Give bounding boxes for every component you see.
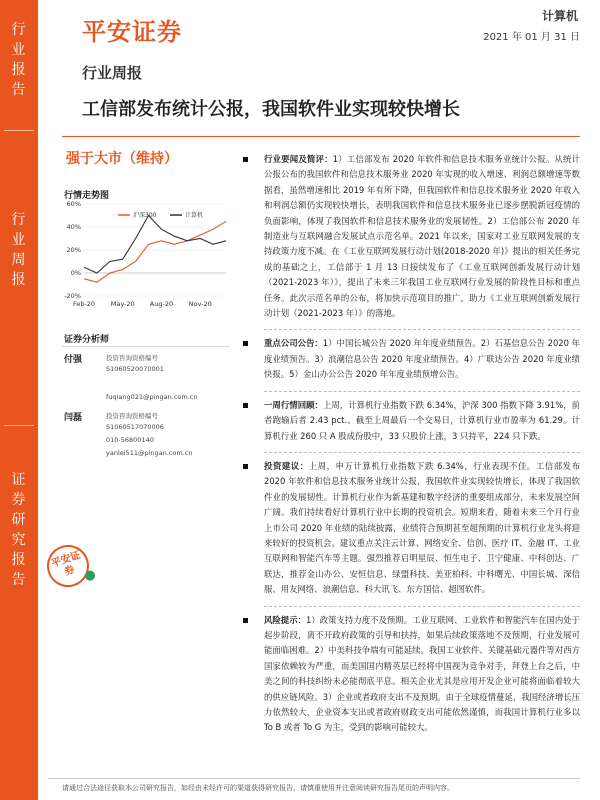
bullet-label: 一周行情回顾： — [264, 399, 323, 410]
bullet-divider — [264, 452, 580, 453]
legend-computer: 计算机 — [185, 212, 204, 219]
x-tick-label: Aug-20 — [149, 300, 174, 308]
y-tick-label: 20% — [66, 246, 81, 254]
series-line-computer — [84, 216, 226, 274]
analysts-title: 证券分析师 — [64, 335, 110, 345]
company-logo: 平安证券 — [82, 18, 182, 46]
analyst-email: fuqiang021@pingan.com.cn — [106, 393, 198, 401]
bullet-text: 上周，申万计算机行业指数下跌 6.34%，行业表现不佳。工信部发布 2020 年软件和信息技术服务业统计公报，我国软件业实现较快增长，体现了我国软件业的发展韧性。计算机行业作为新基建和数字经济的重要组成部分，未来发展空间广阔。我们持续看好计算机行业中长期的投资机会。短期来看，随着未来三个月行业上市公司 2020 年业绩的陆续披露，业绩符合预期甚至超预期的计算机行业龙头将迎来较好的投资机会。建议重点关注云计算、网络安全、信创、医疗 IT、金融 IT、工业互联网和智能汽车等主题。强烈推荐启明星辰、恒生电子、卫宁健康、中科创达、广联达，推荐金山办公、安恒信息、绿盟科技、美亚柏科、中科曙光、中国长城、深信服、用友网络、浪潮信息、科大讯飞、东方国信、超图软件。 — [264, 460, 581, 595]
y-tick-label: 40% — [66, 223, 81, 231]
sidebar-char: 研 — [11, 512, 27, 528]
report-date: 2021 年 01 月 31 日 — [483, 32, 580, 43]
sidebar-char: 究 — [11, 532, 27, 548]
sidebar-divider — [4, 425, 34, 426]
sidebar-char: 告 — [11, 572, 27, 588]
analyst-license-label: 投资咨询资格编号 — [106, 354, 158, 362]
sidebar-char: 告 — [11, 82, 27, 98]
x-tick-label: Nov-20 — [188, 300, 212, 308]
sidebar-divider — [4, 130, 34, 131]
summary-bullets — [240, 152, 580, 736]
market-chart — [60, 198, 230, 310]
footer-divider — [48, 778, 580, 779]
sidebar-char: 报 — [11, 272, 27, 288]
sidebar-char: 行 — [11, 212, 27, 228]
sidebar-char: 证 — [11, 472, 27, 488]
chart-series — [84, 216, 226, 283]
y-tick-label: -20% — [64, 292, 81, 300]
bullet-text: 1）中国长城公告 2020 年年度业绩预告。2）石基信息公告 2020 年度业绩预告。3）浪潮信息公告 2020 年度业绩预告。4）广联达公告 2020 年度业绩快报。5）金山办公公告 2020 年年度业绩预增公告。 — [264, 338, 581, 380]
industry-label: 计算机 — [541, 9, 578, 23]
footer-disclaimer: 请通过合法途径获取本公司研究报告，如经由未经许可的渠道获得研究报告，请慎重使用并注意阅读研究报告尾页的声明内容。 — [62, 784, 454, 792]
report-type: 行业周报 — [82, 64, 143, 82]
analyst-phone: 010-56800140 — [106, 436, 154, 444]
legend-hs300: 沪深300 — [133, 212, 157, 219]
company-seal — [42, 540, 95, 593]
bullet-divider — [264, 606, 580, 607]
chart-y-ticks — [64, 200, 81, 300]
bullet-text: 上周，计算机行业指数下跌 6.34%，沪深 300 指数下降 3.91%，前者跑输后者 2.43 pct.。截至上周最后一个交易日，计算机行业市盈率为 61.29。计算机行业 260 只 A 股成份股中，33 只股价上涨，3 只持平，224 只下跌。 — [264, 399, 581, 441]
bullet-label: 投资建议： — [264, 460, 309, 471]
sidebar-char: 行 — [11, 22, 27, 38]
seal-badge-icon — [84, 569, 97, 582]
analyst-name: 付强 — [64, 355, 83, 365]
sidebar-research-label — [0, 470, 38, 590]
sidebar-char: 业 — [11, 42, 27, 58]
x-tick-label: Feb-20 — [72, 300, 96, 308]
analyst-license-number: S1060520070001 — [106, 365, 164, 373]
seal-text: 平安证券 — [50, 549, 82, 579]
bullet-text: 1）工信部发布 2020 年软件和信息技术服务业统计公报。从统计公报公布的我国软件和信息技术服务业 2020 年实现的收入增速、利润总额增速等数据看，虽然增速相比 2019 年有所下降，但我国软件和信息技术服务业 2020 年收入和利润总额仍实现较快增长，表明我国软件和信息技术服务业已逐步摆脱新冠疫情的负面影响，体现了我国软件和信息技术服务业的发展韧性。2）工信部公布 2020 年制造业与互联网融合发展试点示范名单。2021 年以来，国家对工业互联网发展的支持政策力度不减。在《工业互联网发展行动计划(2018-2020 年)》提出的相关任务完成的基础之上，工信部于 1 月 13 日接续发布了《工业互联网创新发展行动计划（2021-2023 年）》，提出了未来三年我国工业互联网行业发展的阶段性目标和重点任务。此次示范名单的公布，将加快示范项目的推广，助力《工业互联网创新发展行动计划（2021-2023 年）》的落地。 — [264, 154, 580, 319]
rating: 强于大市（维持） — [66, 151, 178, 167]
sidebar-char: 周 — [11, 252, 27, 268]
analysts-divider — [62, 346, 230, 347]
title-divider — [62, 136, 580, 137]
chart-title: 行情走势图 — [64, 191, 110, 201]
sidebar-report-type-label — [0, 210, 38, 290]
bullet-industry-news — [240, 152, 580, 321]
sidebar — [0, 0, 38, 800]
sidebar-char: 券 — [11, 492, 27, 508]
sidebar-char: 报 — [11, 552, 27, 568]
sidebar-char: 报 — [11, 62, 27, 78]
chart-legend — [118, 211, 203, 219]
bullet-label: 风险提示： — [264, 614, 306, 625]
bullet-text: 1）政策支持力度不及预期。工业互联网、工业软件和智能汽车在国内处于起步阶段，离不开政府政策的引导和扶持，如果后续政策落地不及预期，行业发展可能面临困难。2）中美科技争端有可能延续。我国工业软件、关键基础元器件等对西方国家依赖较为严重，而美国国内精英层已经将中国视为竞争对手，拜登上台之后，中美之间的科技纠纷未必能彻底平息。相关企业尤其是应用开发企业可能将面临着较大的供应链风险。3）企业或者政府支出不及预期。由于全球疫情蔓延，我国经济增长压力依然较大，企业资本支出或者政府财政支出可能依然谨慎，而我国计算机行业多以 To B 或者 To G 为主，受到的影响可能较大。 — [264, 614, 580, 733]
report-title: 工信部发布统计公报，我国软件业实现较快增长 — [82, 99, 460, 120]
analyst-name: 闫磊 — [64, 413, 83, 423]
bullet-divider — [264, 329, 580, 330]
chart-x-ticks — [73, 300, 212, 308]
analyst-license-label: 投资咨询资格编号 — [106, 412, 158, 420]
bullet-company-announcements — [240, 336, 580, 382]
bullet-weekly-review — [240, 398, 580, 444]
y-tick-label: 60% — [66, 200, 81, 208]
x-tick-label: May-20 — [110, 300, 135, 308]
bullet-label: 行业要闻及简评： — [264, 154, 333, 164]
bullet-investment-advice — [240, 459, 580, 598]
y-tick-label: 0% — [70, 269, 81, 277]
analyst-license-number: S1060517070006 — [106, 423, 164, 431]
bullet-risk-warning — [240, 613, 580, 736]
bullet-divider — [264, 391, 580, 392]
sidebar-char: 业 — [11, 232, 27, 248]
sidebar-category-label — [0, 20, 38, 100]
analyst-email: yanlei511@pingan.com.cn — [106, 449, 193, 457]
bullet-label: 重点公司公告： — [264, 338, 323, 349]
